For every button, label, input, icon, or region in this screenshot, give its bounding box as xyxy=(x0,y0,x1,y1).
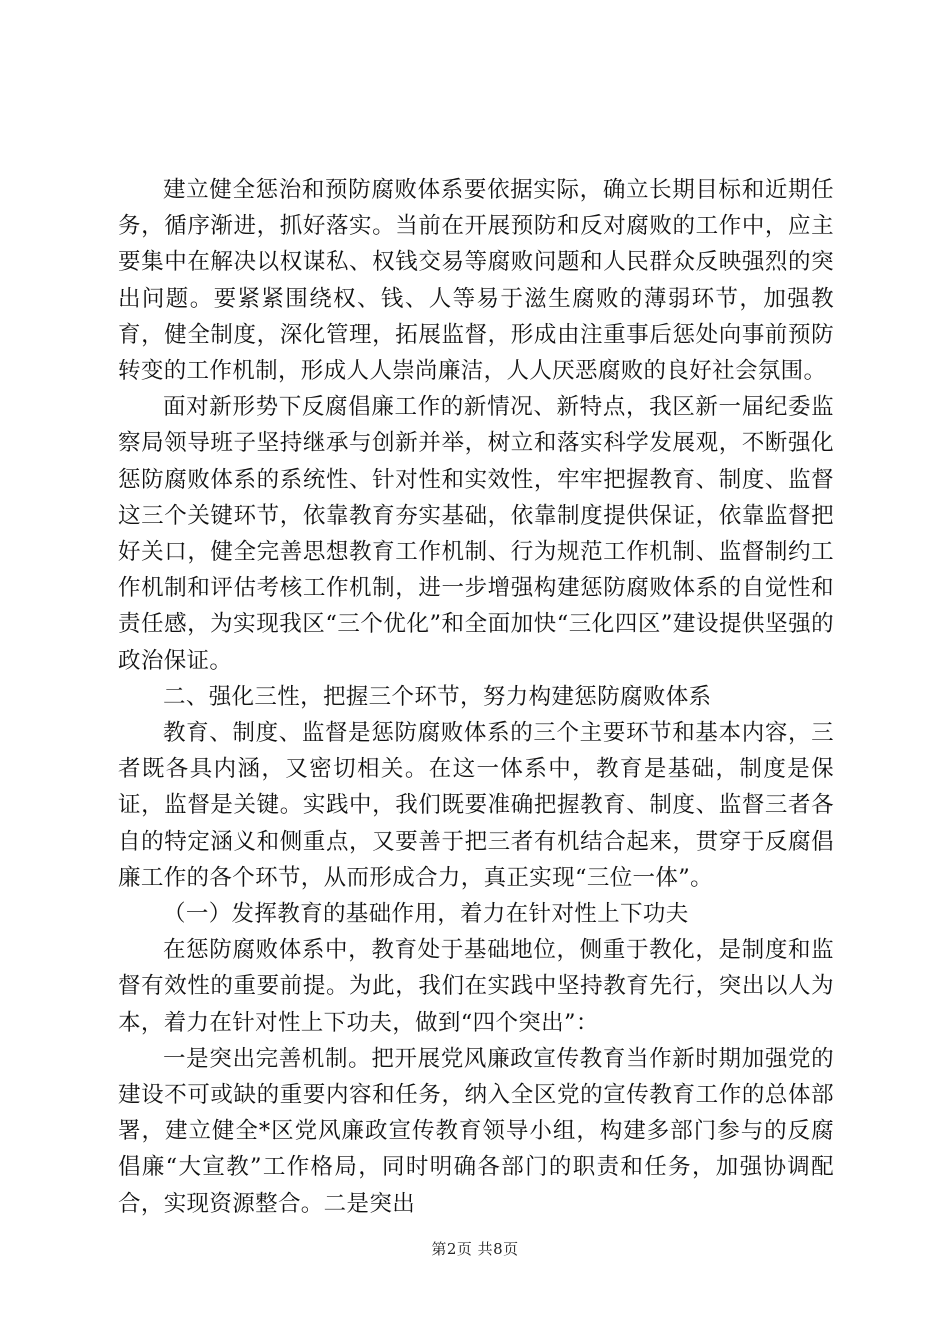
paragraph-new-situation: 面对新形势下反腐倡廉工作的新情况、新特点，我区新一届纪委监察局领导班子坚持继承与创新并举，树立和落实科学发展观，不断强化惩防腐败体系的系统性、针对性和实效性，牢牢把握教育、制度、监督这三个关键环节，依靠教育夯实基础，依靠制度提供保证，依靠监督把好关口，健全完善思想教育工作机制、行为规范工作机制、监督制约工作机制和评估考核工作机制，进一步增强构建惩防腐败体系的自觉性和责任感，为实现我区“三个优化”和全面加快“三化四区”建设提供坚强的政治保证。 xyxy=(118,394,834,674)
paragraph-three-elements: 教育、制度、监督是惩防腐败体系的三个主要环节和基本内容，三者既各具内涵，又密切相关。在这一体系中，教育是基础，制度是保证，监督是关键。实践中，我们既要准确把握教育、制度、监督三者各自的特定涵义和侧重点，又要善于把三者有机结合起来，贯穿于反腐倡廉工作的各个环节，从而形成合力，真正实现“三位一体”。 xyxy=(118,720,834,891)
document-body xyxy=(118,172,834,1222)
paragraph-education-role: 在惩防腐败体系中，教育处于基础地位，侧重于教化，是制度和监督有效性的重要前提。为此，我们在实践中坚持教育先行，突出以人为本，着力在针对性上下功夫，做到“四个突出”： xyxy=(118,937,834,1036)
paragraph-intro: 建立健全惩治和预防腐败体系要依据实际，确立长期目标和近期任务，循序渐进，抓好落实。当前在开展预防和反对腐败的工作中，应主要集中在解决以权谋私、权钱交易等腐败问题和人民群众反映强烈的突出问题。要紧紧围绕权、钱、人等易于滋生腐败的薄弱环节，加强教育，健全制度，深化管理，拓展监督，形成由注重事后惩处向事前预防转变的工作机制，形成人人崇尚廉洁，人人厌恶腐败的良好社会氛围。 xyxy=(118,177,834,385)
paragraph-improve-mechanism: 一是突出完善机制。把开展党风廉政宣传教育当作新时期加强党的建设不可或缺的重要内容和任务，纳入全区党的宣传教育工作的总体部署，建立健全*区党风廉政宣传教育领导小组，构建多部门参与的反腐倡廉“大宣教”工作格局，同时明确各部门的职责和任务，加强协调配合，实现资源整合。二是突出 xyxy=(118,1045,834,1217)
page-number-footer: 第2页 共8页 xyxy=(431,1240,519,1258)
section-heading-two: 二、强化三性，把握三个环节，努力构建惩防腐败体系 xyxy=(163,683,712,710)
subsection-heading-one: （一）发挥教育的基础作用，着力在针对性上下功夫 xyxy=(163,901,689,928)
